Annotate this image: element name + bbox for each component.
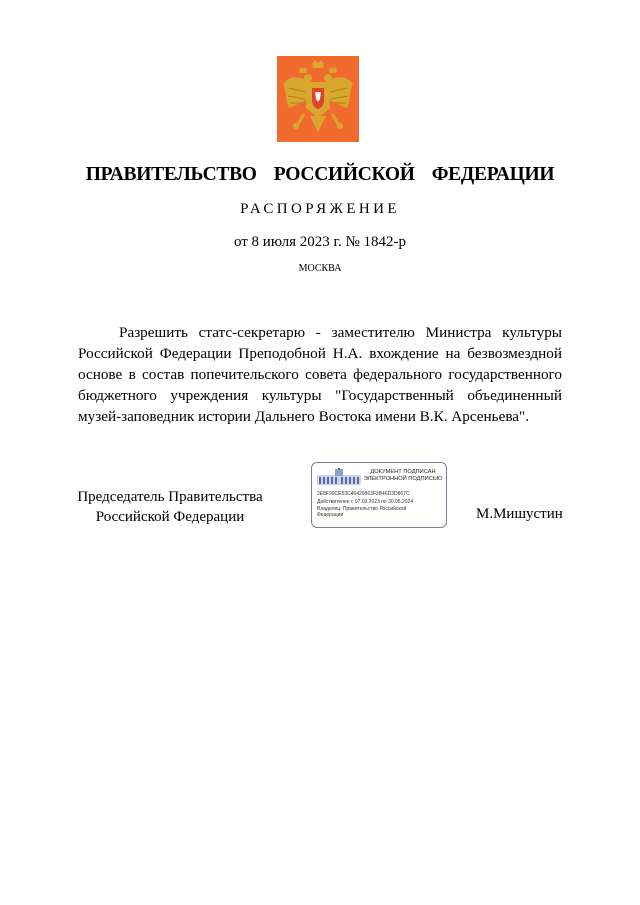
government-title: ПРАВИТЕЛЬСТВО РОССИЙСКОЙ ФЕДЕРАЦИИ	[85, 164, 555, 185]
stamp-validity: Действителен с 07.03.2023 по 30.05.2024	[317, 499, 414, 505]
signer-title	[62, 487, 278, 527]
stamp-certificate: 2E8F99CE53C46426863F3B46D3D867C	[317, 491, 410, 497]
signer-name: М.Мишустин	[476, 506, 563, 522]
document-date-number: от 8 июля 2023 г. № 1842-р	[233, 234, 407, 250]
stamp-heading-line2: ЭЛЕКТРОННОЙ ПОДПИСЬЮ	[363, 476, 443, 482]
stamp-owner-line1: Владелец: Правительство Российской	[317, 506, 407, 512]
signer-title-line2: Российской Федерации	[95, 509, 245, 525]
signer-title-line1: Председатель Правительства	[77, 489, 263, 505]
coat-of-arms-icon	[277, 56, 359, 142]
document-type: РАСПОРЯЖЕНИЕ	[240, 201, 400, 217]
stamp-heading	[362, 469, 444, 483]
stamp-owner-line2: Федерации	[317, 512, 344, 518]
document-city: МОСКВА	[298, 263, 342, 274]
government-building-icon	[317, 468, 361, 485]
order-text: Разрешить статс-секретарю - заместителю Министра культуры Российской Федерации Преподобной Н.А. вхождение на безвозмездной основе в состав попечительского совета федерального государственного бюджетного учреждения культуры "Государственный объединенный музей-заповедник истории Дальнего Востока имени В.К. Арсеньева".	[78, 324, 562, 425]
stamp-heading-line1: ДОКУМЕНТ ПОДПИСАН	[370, 469, 436, 475]
electronic-signature-stamp	[311, 462, 447, 528]
